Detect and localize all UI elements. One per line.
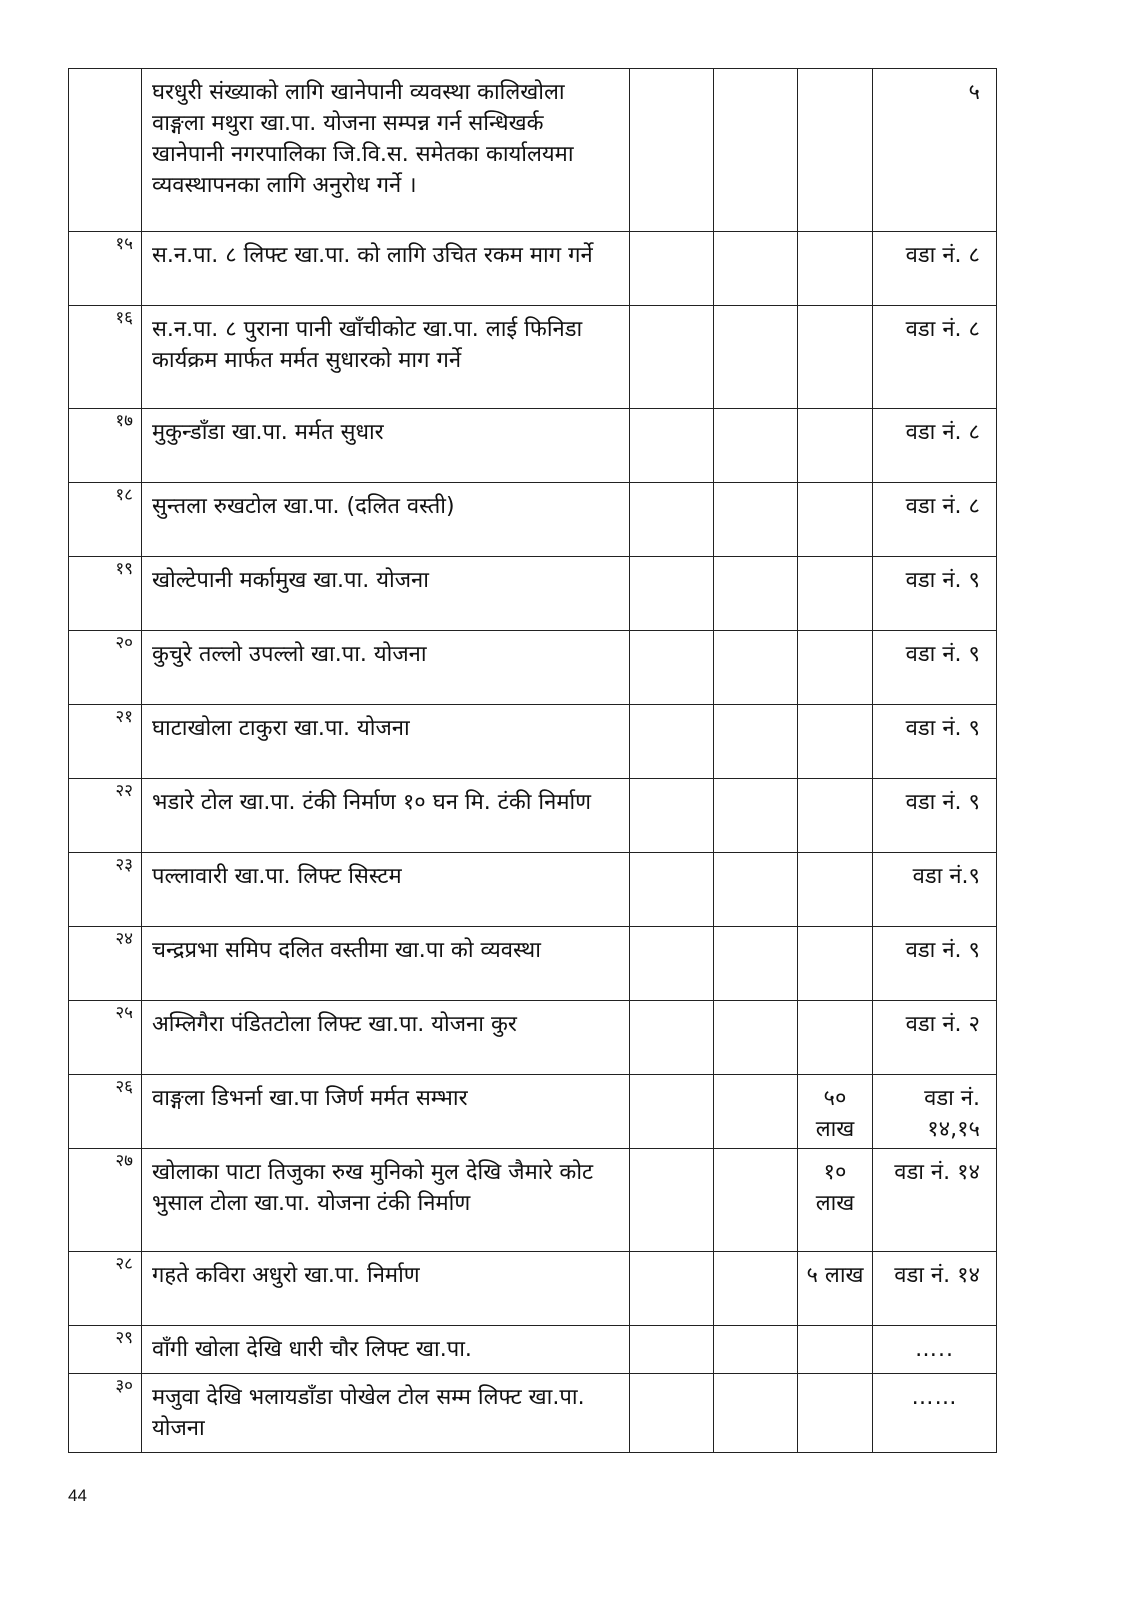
project-description-cell [142,232,630,306]
ward-number: वडा नं. ८ [905,243,980,268]
table-row [69,1326,997,1374]
empty-cell-cell [714,1149,798,1252]
table-row [69,483,997,557]
budget-amount [798,232,872,240]
serial-number-cell [69,1149,142,1252]
serial-number-cell [69,1001,142,1075]
project-description: खोल्टेपानी मर्कामुख खा.पा. योजना [152,568,429,593]
empty-cell-cell [714,705,798,779]
budget-amount-cell [798,483,873,557]
budget-amount [798,1326,872,1334]
project-description: कुचुरे तल्लो उपल्लो खा.पा. योजना [152,642,427,667]
budget-amount [798,853,872,861]
budget-amount-cell [798,557,873,631]
project-description-cell [142,483,630,557]
ward-number: …… [911,1385,958,1410]
project-description: भडारे टोल खा.पा. टंकी निर्माण १० घन मि. टंकी निर्माण [152,790,592,815]
budget-amount-cell [798,631,873,705]
project-description-cell [142,306,630,409]
serial-number: १९ [115,559,133,579]
empty-cell-cell [714,853,798,927]
serial-number-cell [69,1326,142,1374]
project-description: पल्लावारी खा.पा. लिफ्ट सिस्टम [152,864,402,889]
serial-number: २४ [115,929,133,949]
ward-number: वडा नं. ८ [905,317,980,342]
table-row [69,1149,997,1252]
empty-cell-cell [714,927,798,1001]
empty-cell-cell [630,1149,714,1252]
project-description-cell [142,69,630,232]
project-description-cell [142,779,630,853]
serial-number-cell [69,853,142,927]
project-description: घाटाखोला टाकुरा खा.पा. योजना [152,716,410,741]
empty-cell-cell [630,306,714,409]
project-description: अम्लिगैरा पंडितटोला लिफ्ट खा.पा. योजना कुर [152,1012,517,1037]
ward-number: वडा नं. ८ [905,420,980,445]
ward-number-cell [873,69,997,232]
empty-cell-cell [714,1374,798,1453]
project-description-cell [142,1252,630,1326]
empty-cell-cell [630,483,714,557]
project-description-cell [142,853,630,927]
empty-cell-cell [630,927,714,1001]
page-number: 44 [68,1486,87,1505]
serial-number-cell [69,483,142,557]
budget-amount [798,306,872,314]
empty-cell-cell [714,306,798,409]
empty-cell-cell [630,631,714,705]
project-description: सुन्तला रुखटोल खा.पा. (दलित वस्ती) [152,494,455,519]
ward-number-cell [873,853,997,927]
ward-number-cell [873,232,997,306]
empty-cell-cell [714,631,798,705]
empty-cell-cell [630,69,714,232]
serial-number: २७ [115,1151,133,1171]
budget-amount [798,483,872,491]
empty-cell-cell [714,232,798,306]
empty-cell-cell [630,557,714,631]
empty-cell-cell [714,1326,798,1374]
empty-cell-cell [630,779,714,853]
table-row [69,409,997,483]
table-row [69,705,997,779]
empty-cell-cell [630,853,714,927]
serial-number: १५ [115,234,133,254]
ward-number: वडा नं. ९ [905,568,980,593]
ward-number-cell [873,779,997,853]
serial-number-cell [69,705,142,779]
serial-number: २५ [115,1003,133,1023]
ward-number-cell [873,631,997,705]
empty-cell-cell [630,1374,714,1453]
budget-amount [798,779,872,787]
ward-number-cell [873,557,997,631]
empty-cell-cell [714,483,798,557]
ward-number-cell [873,409,997,483]
project-description-cell [142,409,630,483]
table-row [69,306,997,409]
project-description: मुकुन्डाँडा खा.पा. मर्मत सुधार [152,420,384,445]
ward-number-cell [873,1075,997,1149]
budget-amount [798,409,872,417]
ward-number: वडा नं. ९ [905,790,980,815]
project-description-cell [142,1001,630,1075]
serial-number: २८ [115,1254,133,1274]
serial-number-cell [69,779,142,853]
serial-number-cell [69,232,142,306]
project-description: खोलाका पाटा तिजुका रुख मुनिको मुल देखि जैमारे कोट भुसाल टोला खा.पा. योजना टंकी निर्माण [152,1160,594,1216]
serial-number: १६ [115,308,133,328]
project-description-cell [142,1374,630,1453]
table-row [69,557,997,631]
table-row [69,853,997,927]
project-table [68,68,997,1453]
project-description-cell [142,557,630,631]
empty-cell-cell [630,1001,714,1075]
project-description-cell [142,1075,630,1149]
budget-amount-cell [798,927,873,1001]
empty-cell-cell [714,409,798,483]
project-description: चन्द्रप्रभा समिप दलित वस्तीमा खा.पा को व्यवस्था [152,938,541,963]
budget-amount-cell [798,1149,873,1252]
budget-amount-cell [798,1001,873,1075]
table-row [69,927,997,1001]
budget-amount-cell [798,232,873,306]
ward-number-cell [873,1149,997,1252]
budget-amount [798,631,872,639]
budget-amount: ५ लाख [806,1263,864,1288]
serial-number [69,69,141,75]
ward-number: वडा नं. १४ [894,1160,980,1185]
budget-amount-cell [798,1374,873,1453]
budget-amount-cell [798,705,873,779]
project-description: मजुवा देखि भलायडाँडा पोखेल टोल सम्म लिफ्ट खा.पा. योजना [152,1385,585,1441]
table-row [69,232,997,306]
ward-number: वडा नं. ९ [905,716,980,741]
ward-number: वडा नं. २ [905,1012,980,1037]
serial-number-cell [69,927,142,1001]
budget-amount [798,705,872,713]
budget-amount [798,1374,872,1382]
ward-number: ….. [915,1337,954,1362]
empty-cell-cell [630,232,714,306]
ward-number-cell [873,306,997,409]
table-row [69,69,997,232]
ward-number-cell [873,1001,997,1075]
serial-number: २० [115,633,133,653]
serial-number: ३० [115,1376,133,1396]
project-description: वाङ्गला डिभर्ना खा.पा जिर्ण मर्मत सम्भार [152,1086,468,1111]
project-description-cell [142,705,630,779]
project-description-cell [142,1149,630,1252]
serial-number: २३ [115,855,133,875]
budget-amount-cell [798,1252,873,1326]
ward-number: वडा नं. ९ [905,642,980,667]
ward-number-cell [873,705,997,779]
project-description: घरधुरी संख्याको लागि खानेपानी व्यवस्था कालिखोला वाङ्गला मथुरा खा.पा. योजना सम्पन्न गर्न सन्धिखर्क खानेपानी नगरपालिका जि.वि.स. समेतका कार्यालयमा व्यवस्थापनका लागि अनुरोध गर्ने । [152,80,574,198]
budget-amount: ५० लाख [815,1086,855,1142]
ward-number: वडा नं. १४ [894,1263,980,1288]
empty-cell-cell [714,1252,798,1326]
budget-amount [798,927,872,935]
budget-amount-cell [798,1075,873,1149]
table-body [69,69,997,1453]
empty-cell-cell [630,1252,714,1326]
empty-cell-cell [630,409,714,483]
serial-number-cell [69,1075,142,1149]
project-description-cell [142,1326,630,1374]
budget-amount-cell [798,779,873,853]
ward-number: वडा नं. ९ [905,938,980,963]
serial-number: २२ [115,781,133,801]
table-row [69,1374,997,1453]
table-row [69,631,997,705]
ward-number: वडा नं. १४,१५ [924,1086,980,1142]
budget-amount [798,69,872,77]
empty-cell-cell [630,705,714,779]
ward-number: वडा नं.९ [912,864,980,889]
project-description-cell [142,631,630,705]
empty-cell-cell [714,1075,798,1149]
serial-number-cell [69,69,142,232]
project-description: स.न.पा. ८ लिफ्ट खा.पा. को लागि उचित रकम माग गर्ने [152,243,593,268]
serial-number-cell [69,1252,142,1326]
empty-cell-cell [714,779,798,853]
serial-number: १८ [115,485,133,505]
serial-number: २९ [115,1328,133,1348]
budget-amount-cell [798,306,873,409]
project-description-cell [142,927,630,1001]
project-description: वाँगी खोला देखि धारी चौर लिफ्ट खा.पा. [152,1337,472,1362]
empty-cell-cell [714,69,798,232]
ward-number-cell [873,483,997,557]
budget-amount-cell [798,409,873,483]
ward-number: ५ [968,80,980,105]
serial-number-cell [69,1374,142,1453]
project-description: स.न.पा. ८ पुराना पानी खाँचीकोट खा.पा. लाई फिनिडा कार्यक्रम मार्फत मर्मत सुधारको माग गर्ने [152,317,583,373]
serial-number: २६ [115,1077,133,1097]
ward-number-cell [873,927,997,1001]
empty-cell-cell [714,1001,798,1075]
table-row [69,1075,997,1149]
ward-number-cell [873,1326,997,1374]
empty-cell-cell [630,1326,714,1374]
budget-amount-cell [798,69,873,232]
table-row [69,1001,997,1075]
serial-number-cell [69,409,142,483]
project-description: गहते कविरा अधुरो खा.पा. निर्माण [152,1263,420,1288]
empty-cell-cell [630,1075,714,1149]
table-row [69,1252,997,1326]
budget-amount: १० लाख [815,1160,855,1216]
budget-amount-cell [798,853,873,927]
ward-number-cell [873,1252,997,1326]
budget-amount [798,557,872,565]
table-row [69,779,997,853]
serial-number: १७ [115,411,133,431]
budget-amount [798,1001,872,1009]
ward-number: वडा नं. ८ [905,494,980,519]
ward-number-cell [873,1374,997,1453]
empty-cell-cell [714,557,798,631]
budget-amount-cell [798,1326,873,1374]
serial-number-cell [69,557,142,631]
serial-number-cell [69,631,142,705]
serial-number: २१ [115,707,133,727]
serial-number-cell [69,306,142,409]
